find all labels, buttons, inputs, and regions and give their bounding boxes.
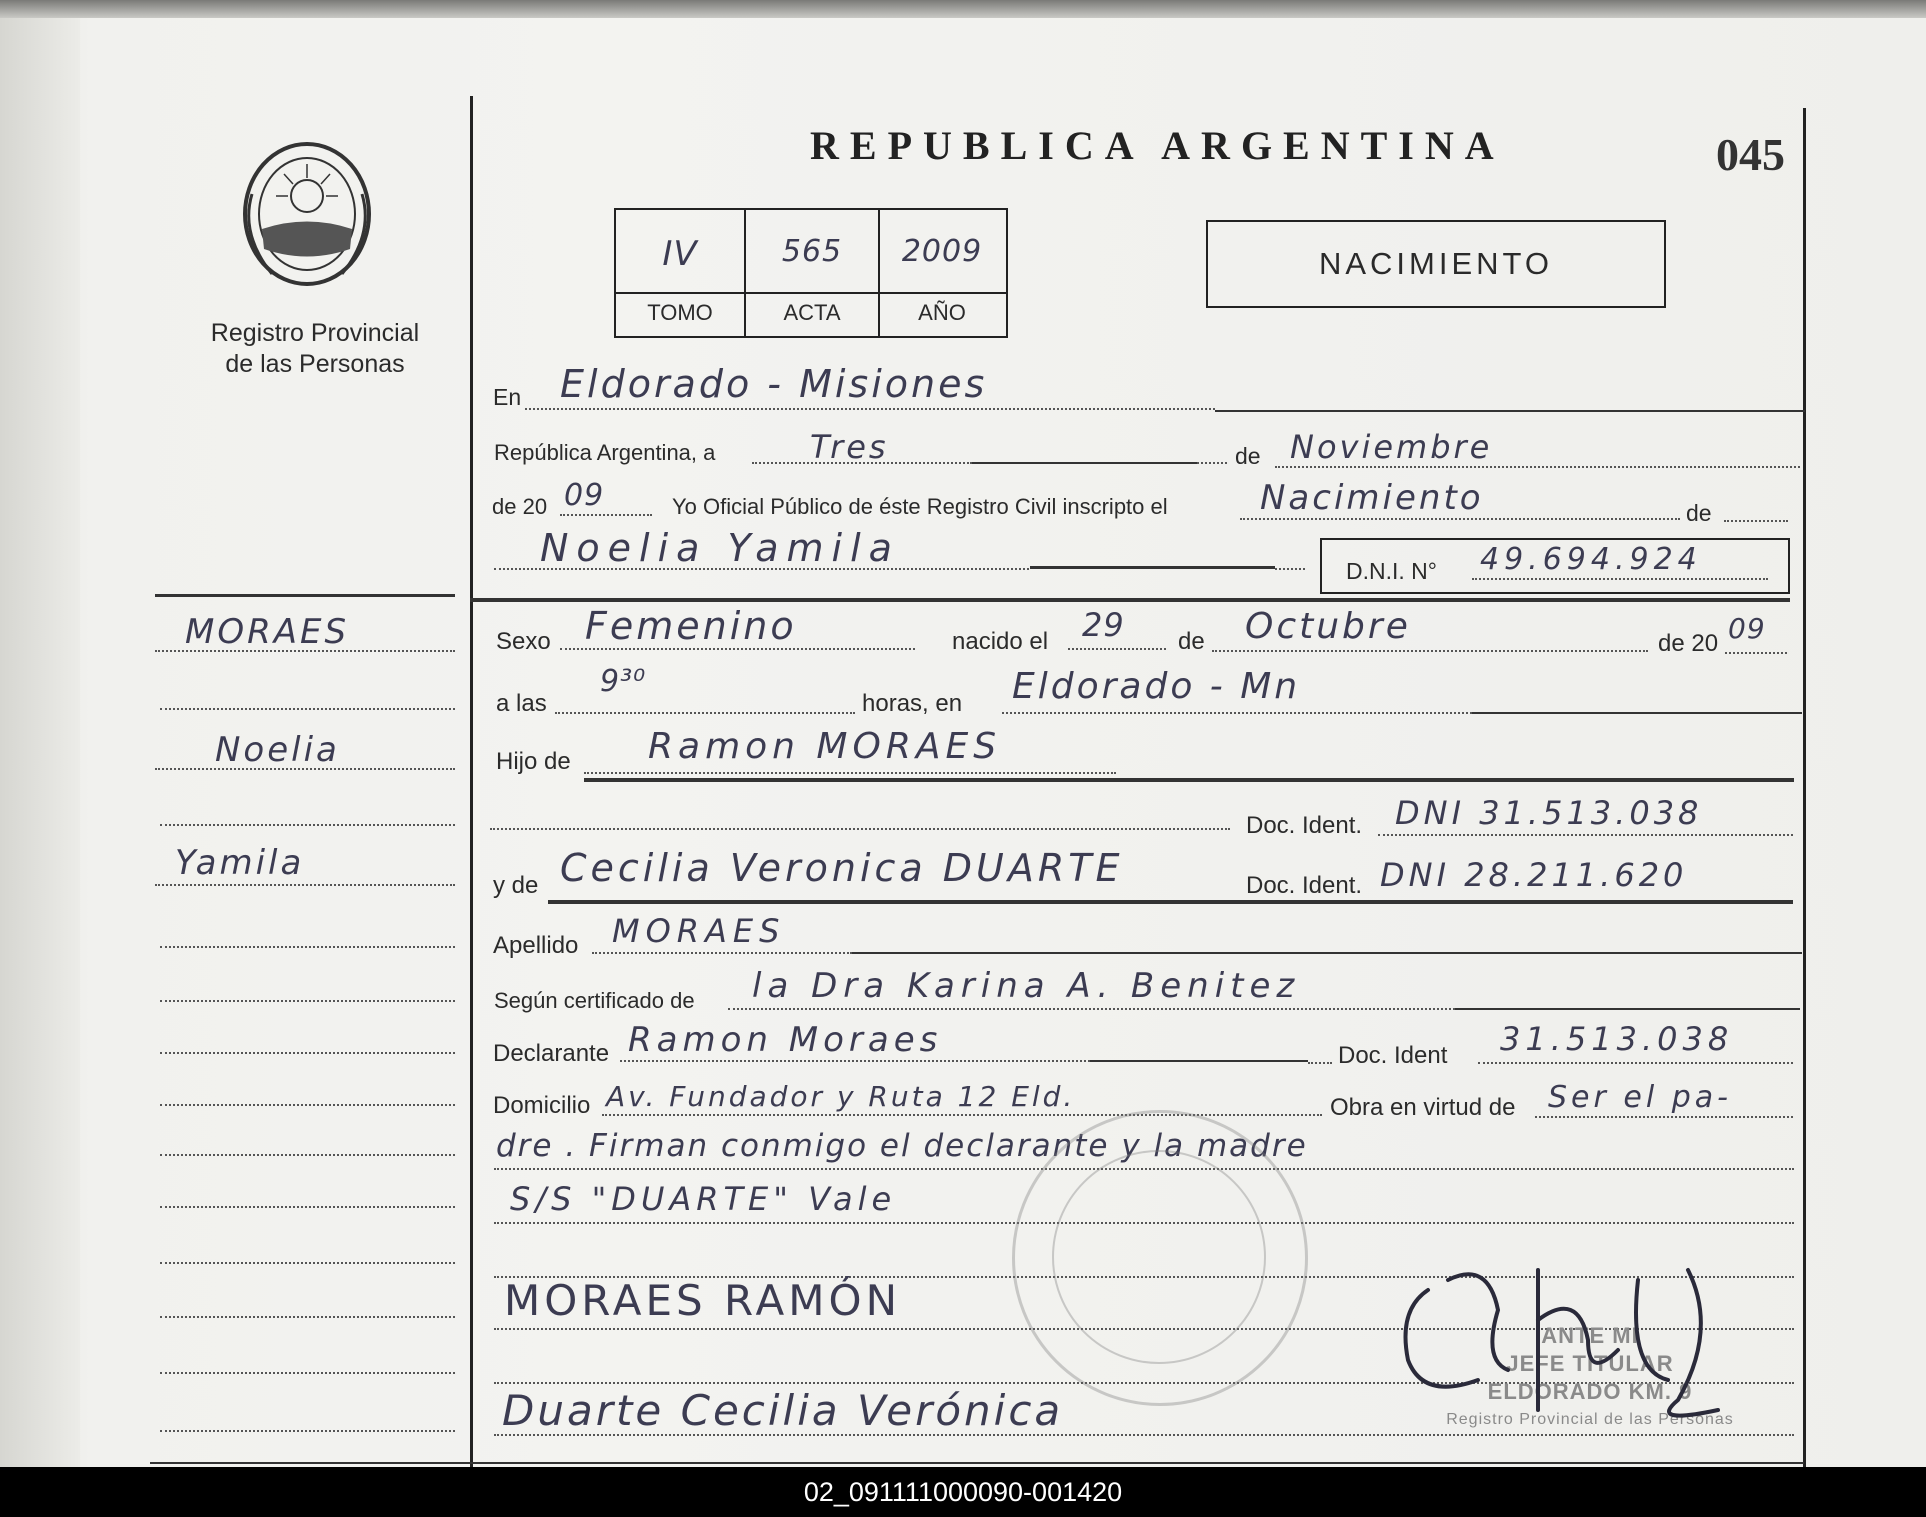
officer-signature-icon — [1388, 1250, 1758, 1430]
padre-doc-line — [1378, 834, 1793, 836]
en-line-solid — [1215, 410, 1805, 412]
padre-line-solid — [584, 778, 1794, 782]
sexo-value: Femenino — [585, 604, 797, 648]
nacido-anio-line — [1725, 652, 1787, 654]
margin-line — [155, 884, 455, 886]
cell-row-divider — [616, 292, 1006, 294]
alas-label: a las — [496, 690, 547, 717]
obra-line — [1535, 1116, 1793, 1118]
form-left-border — [470, 96, 473, 1467]
apellido-line-solid — [852, 952, 1802, 954]
yde-label: y de — [493, 872, 539, 899]
provincial-seal-icon — [232, 134, 382, 294]
record-number-box — [614, 208, 1008, 338]
hijo-label: Hijo de — [496, 748, 571, 775]
margin-line — [160, 824, 455, 826]
page-top-edge — [0, 0, 1926, 18]
nacido-dia-line — [1068, 648, 1166, 650]
sexo-label: Sexo — [496, 628, 551, 655]
margin-top-rule — [155, 594, 455, 597]
domicilio-label: Domicilio — [493, 1092, 591, 1119]
nombre-line-solid — [1030, 566, 1275, 569]
margin-line — [160, 1154, 455, 1156]
lugar-line — [1002, 712, 1472, 714]
inscripto-value: Nacimiento — [1260, 478, 1484, 518]
tomo-label: TOMO — [647, 300, 713, 325]
section-rule — [470, 598, 1790, 602]
certificado-line — [728, 1008, 1455, 1010]
de-label: de — [1235, 443, 1261, 469]
madre-value: Cecilia Veronica DUARTE — [560, 846, 1124, 890]
hora-value: 9³⁰ — [600, 664, 647, 699]
madre-doc: DNI 28.211.620 — [1380, 856, 1688, 894]
de20-label: de 20 — [1658, 630, 1719, 657]
anio-value: 09 — [564, 478, 605, 513]
mes-line — [1275, 466, 1800, 468]
page-number: 045 — [1716, 129, 1785, 180]
dni-box — [1320, 538, 1790, 594]
file-id-bar — [0, 1467, 1926, 1517]
office-line-1: Registro Provincial — [210, 319, 420, 347]
doc-ident-label-2: Doc. Ident. — [1246, 872, 1363, 899]
nacido-label: nacido el — [952, 628, 1049, 655]
form-right-border — [1803, 108, 1806, 1467]
dni-line — [1472, 578, 1768, 580]
en-label: En — [493, 384, 522, 410]
margin-line — [160, 1372, 455, 1374]
nacido-mes: Octubre — [1245, 606, 1411, 647]
mes-value: Noviembre — [1290, 428, 1493, 466]
signature-madre: Duarte Cecilia Verónica — [502, 1386, 1064, 1435]
declarante-line-solid — [1090, 1060, 1308, 1062]
nombre-line — [494, 568, 1029, 570]
dia-line — [752, 462, 972, 464]
padre-line — [584, 772, 1116, 774]
apellido-value: MORAES — [612, 912, 786, 950]
declarante-label: Declarante — [493, 1040, 610, 1067]
nacido-mes-line — [1212, 650, 1648, 652]
declarante-value: Ramon Moraes — [628, 1020, 943, 1060]
margin-line — [160, 1000, 455, 1002]
dni-label: D.N.I. N° — [1346, 558, 1437, 584]
en-value: Eldorado - Misiones — [560, 362, 988, 406]
inscripto-line — [1240, 518, 1680, 520]
apellido-line — [592, 952, 852, 954]
declarante-doc: 31.513.038 — [1500, 1020, 1734, 1058]
certificado-line-solid — [1455, 1008, 1800, 1010]
margin-line — [160, 708, 455, 710]
certificado-value: la Dra Karina A. Benitez — [752, 966, 1301, 1006]
anio-label: AÑO — [918, 300, 966, 325]
padre-value: Ramon MORAES — [648, 726, 1002, 767]
tomo-value: IV — [662, 234, 698, 274]
officer-stamp-line-1: ANTE MI — [1541, 1323, 1639, 1348]
doc-ident-label-3: Doc. Ident — [1338, 1042, 1448, 1069]
acta-value: 565 — [781, 234, 843, 269]
official-stamp-inner — [1052, 1150, 1266, 1364]
republica-label: República Argentina, a — [494, 440, 716, 465]
padre-doc: DNI 31.513.038 — [1395, 794, 1703, 832]
country-title: REPUBLICA ARGENTINA — [810, 123, 1505, 168]
obra-label: Obra en virtud de — [1330, 1094, 1516, 1121]
certificado-label: Según certificado de — [494, 988, 695, 1013]
margin-line — [155, 650, 455, 652]
nombre-value: Noelia Yamila — [540, 526, 900, 570]
horas-en-label: horas, en — [862, 690, 963, 717]
margin-line — [160, 1262, 455, 1264]
lugar-line-solid — [1472, 712, 1802, 714]
bottom-rule — [150, 1462, 1804, 1464]
observacion-line-2: S/S "DUARTE" Vale — [510, 1180, 897, 1218]
de-label-3: de — [1178, 628, 1205, 655]
officer-stamp-line-2: JEFE TITULAR — [1506, 1351, 1674, 1376]
domicilio-value: Av. Fundador y Ruta 12 Eld. — [606, 1080, 1076, 1113]
nacido-dia: 29 — [1082, 606, 1125, 644]
nombre-line-end — [1275, 568, 1305, 570]
declarante-line — [620, 1060, 1090, 1062]
doc-ident-label: Doc. Ident. — [1246, 812, 1363, 839]
madre-line-solid — [548, 900, 1793, 904]
dia-value: Tres — [810, 428, 889, 466]
margin-nombre-1: Noelia — [215, 730, 340, 770]
office-line-2: de las Personas — [225, 350, 405, 378]
office-name — [160, 318, 470, 380]
margin-nombre-2: Yamila — [175, 843, 305, 883]
officer-stamp-line-4: Registro Provincial de las Personas — [1446, 1411, 1734, 1428]
margin-line — [155, 768, 455, 770]
hora-line — [555, 712, 855, 714]
margin-line — [160, 1316, 455, 1318]
dia-line-solid — [972, 462, 1197, 464]
de-line-2 — [1724, 520, 1788, 522]
book-gutter — [0, 18, 80, 1467]
oficial-text: Yo Oficial Público de éste Registro Civil inscripto el — [672, 494, 1168, 519]
margin-apellido: MORAES — [185, 612, 350, 652]
record-type-box: NACIMIENTO — [1206, 220, 1666, 308]
nacido-anio: 09 — [1728, 612, 1766, 645]
margin-line — [160, 1206, 455, 1208]
declarante-line-end — [1308, 1062, 1332, 1064]
declarante-doc-line — [1478, 1062, 1793, 1064]
margin-line — [160, 946, 455, 948]
anio-prefix: de 20 — [492, 494, 548, 519]
margin-line — [160, 1052, 455, 1054]
sexo-line — [560, 648, 915, 650]
acta-label: ACTA — [783, 300, 841, 325]
dia-line-end — [1197, 462, 1227, 464]
lugar-value: Eldorado - Mn — [1012, 666, 1301, 707]
apellido-label: Apellido — [493, 932, 579, 959]
signature-declarante: MORAES RAMÓN — [504, 1276, 901, 1325]
margin-line — [160, 1104, 455, 1106]
obra-value: Ser el pa- — [1548, 1080, 1732, 1115]
observacion-line-1: dre . Firman conmigo el declarante y la madre — [496, 1128, 1308, 1164]
anio-line — [560, 514, 652, 516]
officer-stamp-line-3: ELDORADO KM. 9 — [1487, 1379, 1693, 1404]
anio-value: 2009 — [901, 234, 983, 269]
en-line — [525, 408, 1215, 410]
dni-value: 49.694.924 — [1480, 542, 1702, 577]
firma-line-3 — [494, 1434, 1794, 1436]
de-label-2: de — [1686, 500, 1712, 526]
file-id: 02_091111000090-001420 — [803, 1477, 1123, 1507]
domicilio-line — [602, 1114, 1322, 1116]
padre-line-2 — [490, 828, 1230, 830]
margin-line — [160, 1430, 455, 1432]
